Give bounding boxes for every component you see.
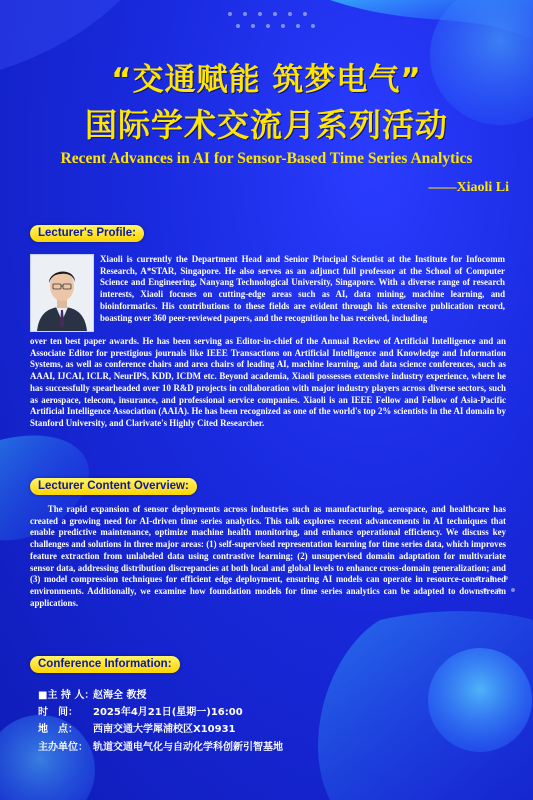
info-organizer-key: 主办单位： [38, 742, 88, 753]
profile-section-label: Lecturer's Profile: [30, 225, 144, 242]
info-organizer-value: 轨道交通电气化与自动化学科创新引智基地 [93, 742, 283, 753]
bio-text-bottom: over ten best paper awards. He has been serving as Editor-in-chief of the Annual Review of Artificial Intelligence and an Associate Editor for prestigious journals like IEEE Transactions on Artificial Intelligence and Knowledge and Information Systems, as well as conference chairs and area chairs of leading AI, machine learning, and data science conferences, such as AAAI, IJCAI, ICLR, NeurIPS, KDD, ICDM etc. Beyond academia, Xiaoli possesses extensive industry experience, where he has successfully spearheaded over 10 R&D projects in collaboration with major industry players across diverse sectors, such as aerospace, telecom, insurance, and professional service companies. Xiaoli is an IEEE Fellow and Fellow of Asia-Pacific Artificial Intelligence Association (AAIA). He has been recognized as one of the world's top 2% scientists in the AI domain by Stanford University, and Clarivate's Highly Cited Researcher. [30, 336, 506, 428]
bio-text-top: Xiaoli is currently the Department Head and Senior Principal Scientist at the Institute for Infocomm Research, A*STAR, Singapore. He also serves as an adjunct full professor at the School of Computer Science and Engineering, Nanyang Technological University, Singapore. With a diverse range of research interests, Xiaoli focuses on cutting-edge areas such as AI, data mining, machine learning, and bioinformatics. His contributions to these fields are evident through his extensive publication record, boasting over 360 peer-reviewed papers, and the recognition he has received, including [100, 254, 505, 323]
info-location-key: 地 点： [38, 724, 78, 735]
info-time [38, 703, 243, 718]
info-location-value: 西南交通大学犀浦校区X10931 [93, 724, 236, 735]
info-organizer [38, 738, 283, 753]
info-location [38, 720, 236, 735]
portrait-image [31, 255, 93, 331]
title-line-2: 国际学术交流月系列活动 [84, 106, 448, 144]
overview-section-label: Lecturer Content Overview: [30, 478, 197, 495]
info-time-key: 时 间： [38, 707, 78, 718]
overview-text: The rapid expansion of sensor deployments across industries such as manufacturing, aerospace, and healthcare has created a growing need for AI-driven time series analytics. This talk explores recent advancements in AI techniques that enable predictive maintenance, optimize machine health monitoring, and enhance operational efficiency. We discuss key challenges and solutions in three major areas: (1) self-supervised representation learning for time series data, which improves feature extraction from unlabeled data using contrastive learning; (2) unsupervised domain adaptation for multivariate sensor data, addressing distribution discrepancies at both local and global levels to enhance cross-domain generalization; and (3) model compression techniques for efficient edge deployment, ensuring AI models can operate in resource-constrained environments. Additionally, we examine how foundation models for time series analytics can be adapted to downstream applications. [30, 504, 506, 608]
speaker-name: ——Xiaoli Li [428, 180, 509, 195]
title-line-1: “交通赋能 筑梦电气” [111, 62, 422, 98]
info-time-value: 2025年4月21日(星期一)16:00 [93, 707, 243, 718]
info-host-value: 赵海全 教授 [93, 690, 147, 701]
info-host-key: ■主 持 人： [38, 690, 95, 701]
info-host [38, 686, 146, 701]
talk-title: Recent Advances in AI for Sensor-Based Time Series Analytics [60, 150, 473, 167]
conference-section-label: Conference Information: [30, 656, 180, 673]
lecturer-photo [30, 254, 94, 332]
